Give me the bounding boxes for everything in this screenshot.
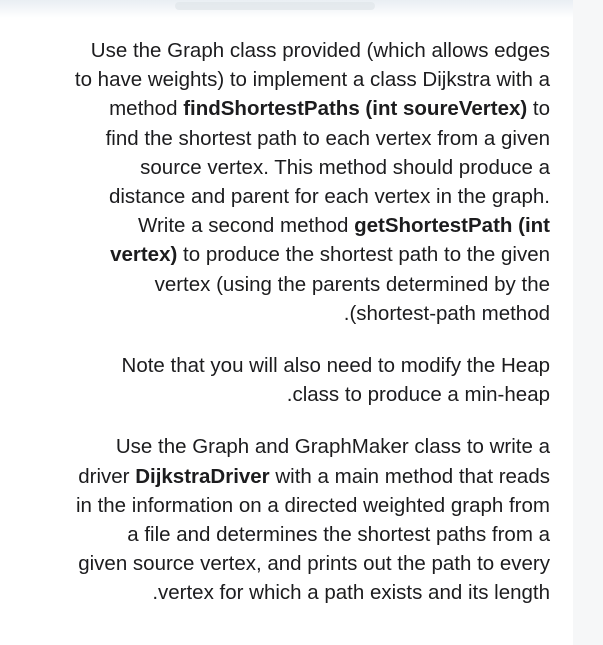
bold-text: vertex)	[110, 243, 178, 267]
text-segment: to	[527, 97, 550, 121]
text-segment: Note that you will also need to modify the Heap	[121, 354, 550, 378]
text-line	[8, 462, 550, 491]
text-segment: Write a second method	[137, 214, 355, 238]
text-line	[8, 380, 550, 409]
text-segment: in the information on a directed weighted graph from	[75, 493, 550, 517]
paragraph-2	[8, 351, 550, 409]
right-scroll-area	[573, 0, 603, 645]
text-line	[8, 432, 550, 461]
text-line	[8, 520, 550, 549]
text-segment: source vertex. This method should produce a	[140, 155, 550, 179]
text-segment: Use the Graph and GraphMaker class to write a	[115, 435, 550, 459]
text-line	[8, 549, 550, 578]
text-line	[8, 65, 550, 94]
text-line	[8, 491, 550, 520]
text-segment: .vertex for which a path exists and its length	[152, 581, 550, 605]
bold-text: getShortestPath (int	[354, 214, 550, 238]
text-line	[8, 299, 550, 328]
paragraph-1	[8, 36, 550, 328]
text-line	[8, 270, 550, 299]
text-segment: method	[109, 97, 184, 121]
text-line	[8, 153, 550, 182]
text-line	[8, 36, 550, 65]
text-line	[8, 124, 550, 153]
text-line	[8, 182, 550, 211]
bold-text: findShortestPaths (int soureVertex)	[183, 97, 528, 121]
text-segment: to have weights) to implement a class Dijkstra with a	[74, 68, 550, 92]
text-segment: vertex (using the parents determined by the	[154, 272, 550, 296]
text-line	[8, 578, 550, 607]
assignment-text	[8, 36, 550, 608]
bold-text: DijkstraDriver	[135, 464, 270, 488]
text-segment: given source vertex, and prints out the path to every	[78, 552, 550, 576]
text-line	[8, 211, 550, 240]
text-line	[8, 351, 550, 380]
top-strip	[0, 0, 603, 18]
text-segment: with a main method that reads	[269, 464, 550, 488]
text-segment: a file and determines the shortest paths from a	[127, 523, 550, 547]
text-segment: .(shortest-path method	[343, 301, 550, 325]
text-segment: .class to produce a min-heap	[286, 383, 550, 407]
paragraph-3	[8, 432, 550, 607]
text-segment: driver	[78, 464, 136, 488]
text-segment: distance and parent for each vertex in the graph.	[108, 185, 550, 209]
text-segment: to produce the shortest path to the given	[177, 243, 550, 267]
text-line	[8, 94, 550, 123]
faded-header-text	[175, 2, 375, 10]
text-segment: Use the Graph class provided (which allows edges	[90, 39, 550, 62]
text-segment: find the shortest path to each vertex from a given	[105, 126, 550, 150]
text-line	[8, 240, 550, 269]
